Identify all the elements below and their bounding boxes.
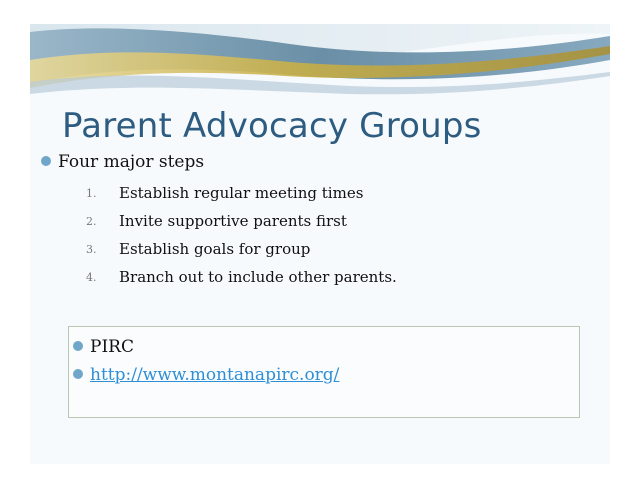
bullet-dot-icon [73,341,83,351]
montanapirc-link[interactable]: http://www.montanapirc.org/ [90,365,340,385]
step-number: 2. [86,215,97,228]
slide [30,24,610,464]
step-number: 3. [86,243,97,256]
step-text: Establish goals for group [119,240,311,258]
list-item [86,268,397,296]
bullet-dot-icon [41,156,51,166]
resource-box [68,326,580,418]
step-text: Invite supportive parents first [119,212,347,230]
slide-title: Parent Advocacy Groups [62,106,482,146]
step-number: 1. [86,187,97,200]
step-number: 4. [86,271,97,284]
main-bullet [41,152,204,172]
resource-item-pirc [73,337,134,357]
step-text: Branch out to include other parents. [119,268,397,286]
list-item [86,240,397,268]
bullet-dot-icon [73,369,83,379]
decorative-banner [30,24,610,100]
steps-list [86,184,397,296]
resource-label: PIRC [90,337,134,357]
resource-item-link [73,365,339,385]
step-text: Establish regular meeting times [119,184,364,202]
list-item [86,184,397,212]
list-item [86,212,397,240]
main-bullet-text: Four major steps [58,152,205,172]
